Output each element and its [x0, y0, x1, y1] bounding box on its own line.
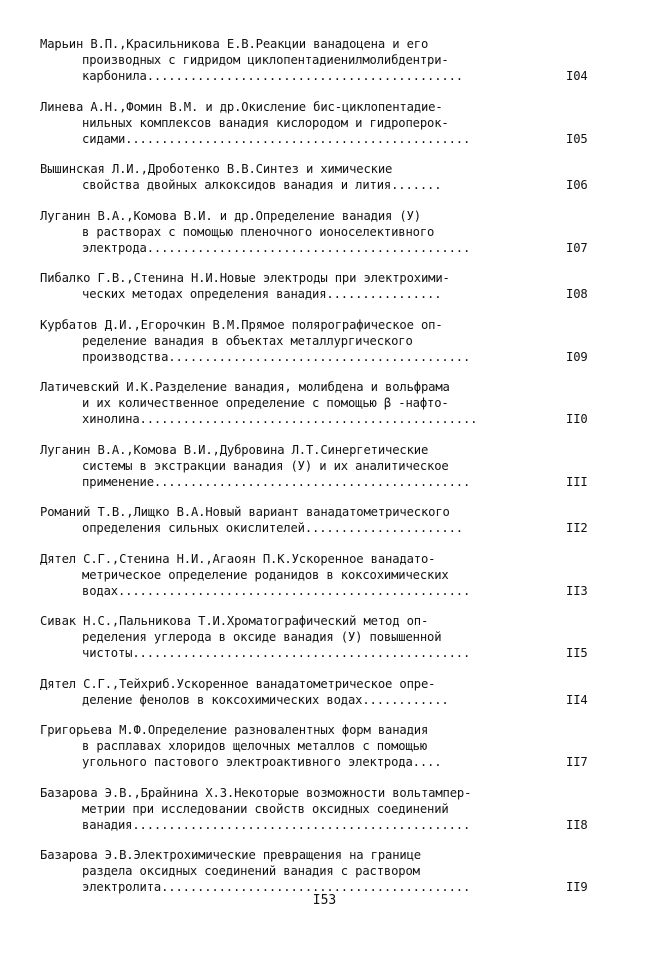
toc-entry-page: II2 — [566, 521, 588, 535]
toc-entry-text: ределение ванадия в объектах металлургического — [82, 333, 413, 348]
toc-entry-text: Григорьева М.Ф.Определение разновалентных форм ванадия — [40, 723, 429, 737]
toc-entry-page: II9 — [566, 880, 588, 894]
toc-entry-page: II7 — [566, 755, 588, 769]
toc-entry-page: I05 — [566, 131, 588, 146]
toc-entry-page: I06 — [566, 178, 588, 192]
toc-entry-text: применение............................................ — [82, 474, 471, 489]
toc-entry-text: в растворах с помощью пленочного ионоселективного — [82, 224, 435, 239]
toc-entry-text: Романий Т.В.,Лищко В.А.Новый вариант ванадатометрического — [40, 505, 450, 519]
toc-entry-last-line — [40, 645, 608, 661]
toc-entry-page: I09 — [566, 349, 588, 364]
toc-entry-last-line — [40, 240, 608, 256]
toc-entry-last-line — [40, 349, 608, 365]
toc-entry — [40, 379, 608, 427]
toc-entry — [40, 613, 608, 661]
toc-entry-text: Сивак Н.С.,Пальникова Т.И.Хроматографический метод оп- — [40, 614, 429, 628]
toc-entry-page: I07 — [566, 240, 588, 255]
toc-entry-text: Луганин В.А.,Комова В.И.,Дубровина Л.Т.Синергетические — [40, 442, 429, 457]
toc-entry-text: карбонила............................................ — [82, 69, 463, 83]
toc-entry-text: системы в экстракции ванадия (У) и их аналитическое — [82, 458, 449, 473]
toc-entry-text: свойства двойных алкоксидов ванадия и лития....... — [82, 178, 442, 192]
toc-entry-text: ванадия............................................... — [82, 817, 471, 832]
toc-entry-text: хинолина............................................... — [82, 412, 478, 426]
toc-entry-text: производства.......................................... — [82, 349, 471, 364]
toc-entry-page: II4 — [566, 692, 588, 707]
toc-entry — [40, 208, 608, 256]
toc-entry-page: II3 — [566, 583, 588, 598]
page-number: I53 — [312, 893, 337, 908]
toc-entry-text: Базарова Э.В.Электрохимические превращения на границе — [40, 848, 421, 862]
toc-entry-text: ределения углерода в оксиде ванадия (У) повышенной — [82, 630, 442, 644]
toc-entry-page: III — [566, 474, 588, 489]
toc-entry-text: ческих методах определения ванадия................ — [82, 287, 442, 301]
toc-entry-text: Латичевский И.К.Разделение ванадия, молибдена и вольфрама — [40, 380, 450, 394]
toc-entry-last-line — [40, 817, 608, 833]
toc-entry-text: водах................................................. — [82, 583, 471, 598]
toc-entry-text: нильных комплексов ванадия кислородом и гидроперок- — [82, 115, 449, 130]
toc-entry — [40, 676, 608, 708]
toc-entry-page: II5 — [566, 646, 588, 660]
toc-entry-page: I08 — [566, 287, 588, 301]
toc-entry — [40, 504, 608, 536]
toc-entry-text: производных с гидридом циклопентадиенилмолибдентри- — [82, 53, 449, 67]
toc-entry-text: Курбатов Д.И.,Егорочкин В.М.Прямое полярографическое оп- — [40, 317, 443, 332]
toc-entry — [40, 551, 608, 599]
toc-entry-text: электрода............................................. — [82, 240, 471, 255]
toc-entry-text: Линева А.Н.,Фомин В.М. и др.Окисление бис-циклопентадие- — [40, 99, 443, 114]
toc-entry-last-line — [40, 177, 608, 193]
toc-entry — [40, 99, 608, 147]
toc-entry-last-line — [40, 286, 608, 302]
toc-entry-text: и их количественное определение с помощью β -нафто- — [82, 396, 449, 410]
toc-entry-text: деление фенолов в коксохимических водах............ — [82, 692, 449, 707]
toc-entry-text: Дятел С.Г.,Тейхриб.Ускоренное ванадатометрическое опре- — [40, 676, 436, 691]
toc-entry-text: Дятел С.Г.,Стенина Н.И.,Агаоян П.К.Ускоренное ванадато- — [40, 551, 436, 566]
toc-entry-last-line — [40, 68, 608, 84]
toc-entry-text: сидами................................................ — [82, 131, 471, 146]
toc-entry — [40, 36, 608, 84]
toc-entry-text: электролита........................................... — [82, 880, 471, 894]
toc-entry — [40, 270, 608, 302]
toc-entry — [40, 722, 608, 770]
toc-entry-last-line — [40, 411, 608, 427]
toc-entry-text: метрии при исследовании свойств оксидных соединений — [82, 801, 449, 816]
toc-entry-text: Вышинская Л.И.,Дроботенко В.В.Синтез и химические — [40, 162, 393, 176]
toc-entry-text: чистоты............................................... — [82, 646, 471, 660]
toc-entry-last-line — [40, 583, 608, 599]
toc-entry-text: в расплавах хлоридов щелочных металлов с помощью — [82, 739, 427, 753]
toc-entry-page: I04 — [566, 69, 588, 83]
toc-entry-last-line — [40, 520, 608, 536]
toc-entry-last-line — [40, 474, 608, 490]
toc-entry — [40, 317, 608, 365]
table-of-contents — [40, 36, 608, 910]
toc-entry-text: Марьин В.П.,Красильникова Е.В.Реакции ванадоцена и его — [40, 37, 429, 51]
toc-entry — [40, 442, 608, 490]
toc-entry — [40, 847, 608, 895]
toc-entry-last-line — [40, 131, 608, 147]
toc-entry-page: II0 — [566, 412, 588, 426]
toc-entry-text: определения сильных окислителей...................... — [82, 521, 463, 535]
toc-entry-text: раздела оксидных соединений ванадия с раствором — [82, 864, 420, 878]
toc-entry — [40, 785, 608, 833]
toc-entry — [40, 161, 608, 193]
toc-entry-text: Пибалко Г.В.,Стенина Н.И.Новые электроды при электрохими- — [40, 271, 450, 285]
toc-entry-text: Луганин В.А.,Комова В.И. и др.Определение ванадия (У) — [40, 208, 421, 223]
toc-entry-text: метрическое определение роданидов в коксохимических — [82, 567, 449, 582]
toc-entry-last-line — [40, 692, 608, 708]
toc-entry-text: угольного пастового электроактивного электрода.... — [82, 755, 442, 769]
toc-entry-text: Базарова Э.В.,Брайнина Х.З.Некоторые возможности вольтампер- — [40, 785, 472, 800]
toc-entry-page: II8 — [566, 817, 588, 832]
toc-entry-last-line — [40, 754, 608, 770]
